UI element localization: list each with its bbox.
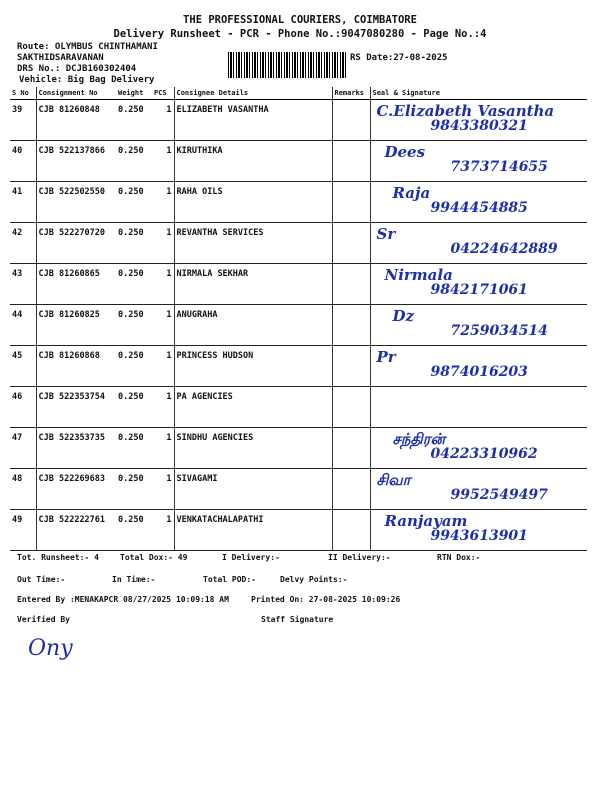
row-consignee: ANUGRAHA: [174, 305, 332, 346]
row-weight: 0.250: [116, 305, 152, 346]
row-signature-cell: [370, 264, 587, 305]
printed-on: Printed On: 27-08-2025 10:09:26: [251, 595, 401, 604]
handwritten-signature: Sr: [376, 225, 396, 243]
row-pcs: 1: [152, 264, 174, 305]
row-consignment-no: CJB 81260865: [36, 264, 116, 305]
row-signature-cell: [370, 469, 587, 510]
row-pcs: 1: [152, 428, 174, 469]
row-consignment-no: CJB 522137866: [36, 141, 116, 182]
row-sno: 48: [10, 469, 36, 510]
row-consignee: KIRUTHIKA: [174, 141, 332, 182]
col-pcs: PCS: [152, 87, 174, 100]
table-row: [10, 428, 587, 469]
row-weight: 0.250: [116, 428, 152, 469]
tot-runsheet: Tot. Runsheet:- 4: [17, 553, 99, 562]
in-time: In Time:-: [112, 575, 156, 584]
col-consignment: Consignment No: [36, 87, 116, 100]
col-sno: S No: [10, 87, 36, 100]
table-row: [10, 100, 587, 141]
drs-barcode: [228, 52, 346, 78]
row-consignment-no: CJB 81260868: [36, 346, 116, 387]
row-pcs: 1: [152, 510, 174, 551]
handwritten-signature: Pr: [376, 348, 396, 366]
row-consignment-no: CJB 522353735: [36, 428, 116, 469]
col-signature: Seal & Signature: [370, 87, 587, 100]
handwritten-phone: 9843380321: [430, 118, 528, 134]
row-remarks: [332, 264, 370, 305]
handwritten-phone: 9874016203: [430, 364, 528, 380]
row-consignee: NIRMALA SEKHAR: [174, 264, 332, 305]
row-weight: 0.250: [116, 264, 152, 305]
row-signature-cell: [370, 428, 587, 469]
row-consignment-no: CJB 522270720: [36, 223, 116, 264]
table-row: [10, 182, 587, 223]
handwritten-signature: Raja: [392, 184, 431, 202]
table-row: [10, 510, 587, 551]
verifier-signature: Ony: [28, 636, 73, 661]
row-remarks: [332, 100, 370, 141]
row-consignee: VENKATACHALAPATHI: [174, 510, 332, 551]
entered-by: Entered By :MENAKAPCR 08/27/2025 10:09:18 AM: [17, 595, 229, 604]
table-row: [10, 469, 587, 510]
row-remarks: [332, 510, 370, 551]
company-title: THE PROFESSIONAL COURIERS, COIMBATORE: [183, 14, 417, 26]
handwritten-phone: 9944454885: [430, 200, 528, 216]
row-remarks: [332, 387, 370, 428]
row-pcs: 1: [152, 141, 174, 182]
row-consignment-no: CJB 522353754: [36, 387, 116, 428]
runsheet-subtitle: Delivery Runsheet - PCR - Phone No.:9047080280 - Page No.:4: [113, 28, 487, 40]
staff-signature: Staff Signature: [261, 615, 334, 624]
total-dox: Total Dox:- 49: [120, 553, 188, 562]
table-row: [10, 223, 587, 264]
row-sno: 41: [10, 182, 36, 223]
handwritten-signature: Dees: [384, 143, 426, 161]
table-row: [10, 346, 587, 387]
row-consignment-no: CJB 522502550: [36, 182, 116, 223]
col-consignee: Consignee Details: [174, 87, 332, 100]
out-time: Out Time:-: [17, 575, 66, 584]
row-sno: 42: [10, 223, 36, 264]
handwritten-signature: Ranjayam: [384, 512, 468, 530]
handwritten-signature: சந்திரன்: [392, 430, 446, 448]
row-pcs: 1: [152, 346, 174, 387]
row-remarks: [332, 346, 370, 387]
row-sno: 45: [10, 346, 36, 387]
row-sno: 39: [10, 100, 36, 141]
row-weight: 0.250: [116, 387, 152, 428]
i-delivery: I Delivery:-: [222, 553, 280, 562]
row-consignee: PRINCESS HUDSON: [174, 346, 332, 387]
row-pcs: 1: [152, 100, 174, 141]
row-weight: 0.250: [116, 346, 152, 387]
row-remarks: [332, 428, 370, 469]
row-signature-cell: [370, 305, 587, 346]
row-consignee: PA AGENCIES: [174, 387, 332, 428]
handwritten-phone: 9952549497: [450, 487, 548, 503]
handwritten-phone: 04223310962: [430, 446, 538, 462]
runsheet-table: [10, 87, 587, 551]
row-signature-cell: [370, 141, 587, 182]
row-signature-cell: [370, 223, 587, 264]
row-signature-cell: [370, 182, 587, 223]
rtn-dox: RTN Dox:-: [437, 553, 481, 562]
handwritten-signature: Dz: [392, 307, 415, 325]
row-signature-cell: [370, 346, 587, 387]
row-sno: 40: [10, 141, 36, 182]
row-sno: 47: [10, 428, 36, 469]
row-pcs: 1: [152, 223, 174, 264]
handwritten-phone: 7373714655: [450, 159, 548, 175]
table-row: [10, 264, 587, 305]
row-sno: 43: [10, 264, 36, 305]
handwritten-signature: சிவா: [376, 471, 411, 489]
drs-number: DRS No.: DCJB160302404: [17, 64, 137, 74]
total-pod: Total POD:-: [203, 575, 256, 584]
row-consignee: RAHA OILS: [174, 182, 332, 223]
table-row: [10, 305, 587, 346]
row-signature-cell: [370, 387, 587, 428]
verified-by: Verified By: [17, 615, 70, 624]
row-consignee: ELIZABETH VASANTHA: [174, 100, 332, 141]
row-consignment-no: CJB 522222761: [36, 510, 116, 551]
handwritten-signature: Nirmala: [384, 266, 453, 284]
row-sno: 49: [10, 510, 36, 551]
row-consignment-no: CJB 81260848: [36, 100, 116, 141]
row-pcs: 1: [152, 469, 174, 510]
route-label: Route: OLYMBUS CHINTHAMANI: [17, 42, 158, 52]
handwritten-signature: C.Elizabeth Vasantha: [376, 102, 555, 120]
row-sno: 46: [10, 387, 36, 428]
row-weight: 0.250: [116, 223, 152, 264]
row-weight: 0.250: [116, 141, 152, 182]
table-row: [10, 141, 587, 182]
row-consignment-no: CJB 522269683: [36, 469, 116, 510]
row-consignee: SINDHU AGENCIES: [174, 428, 332, 469]
table-header-row: [10, 87, 587, 100]
vehicle-label: Vehicle: Big Bag Delivery: [19, 75, 155, 85]
ii-delivery: II Delivery:-: [328, 553, 391, 562]
row-weight: 0.250: [116, 182, 152, 223]
row-consignee: SIVAGAMI: [174, 469, 332, 510]
handwritten-phone: 7259034514: [450, 323, 548, 339]
row-remarks: [332, 182, 370, 223]
row-remarks: [332, 141, 370, 182]
row-signature-cell: [370, 100, 587, 141]
row-pcs: 1: [152, 182, 174, 223]
row-pcs: 1: [152, 387, 174, 428]
row-weight: 0.250: [116, 510, 152, 551]
row-remarks: [332, 223, 370, 264]
row-weight: 0.250: [116, 469, 152, 510]
row-weight: 0.250: [116, 100, 152, 141]
row-consignment-no: CJB 81260825: [36, 305, 116, 346]
row-sno: 44: [10, 305, 36, 346]
handwritten-phone: 9842171061: [430, 282, 528, 298]
delvy-points: Delvy Points:-: [280, 575, 348, 584]
col-weight: Weight: [116, 87, 152, 100]
row-remarks: [332, 305, 370, 346]
row-consignee: REVANTHA SERVICES: [174, 223, 332, 264]
col-remarks: Remarks: [332, 87, 370, 100]
row-signature-cell: [370, 510, 587, 551]
handwritten-phone: 04224642889: [450, 241, 558, 257]
staff-name: SAKTHIDSARAVANAN: [17, 53, 104, 63]
table-row: [10, 387, 587, 428]
handwritten-phone: 9943613901: [430, 528, 528, 544]
row-pcs: 1: [152, 305, 174, 346]
row-remarks: [332, 469, 370, 510]
rs-date: RS Date:27-08-2025: [350, 53, 448, 63]
